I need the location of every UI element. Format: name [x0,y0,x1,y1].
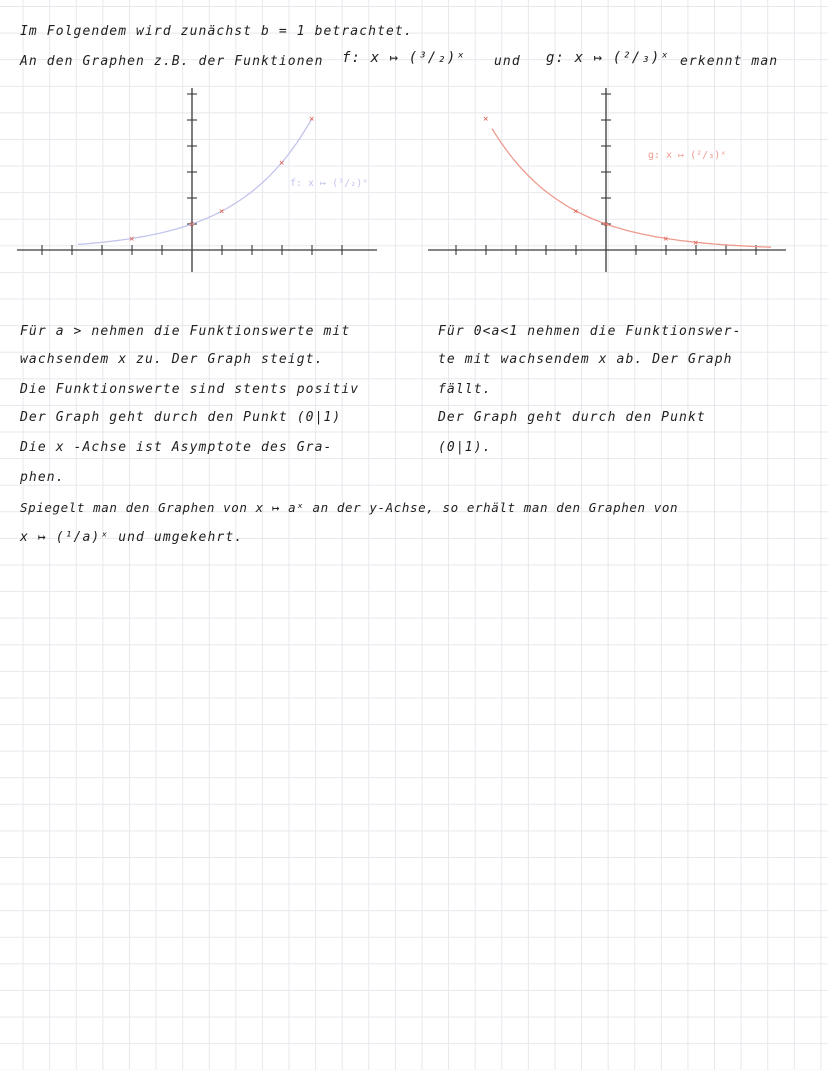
data-point-marker: × [573,207,579,217]
graph-g-chart [420,82,790,282]
inverse-rule-line: x ↦ (¹/a)ˣ und umgekehrt. [20,530,244,545]
functions-intro-line [20,54,324,69]
intro-line: Im Folgendem wird zunächst b = 1 betrachtet. [20,24,413,39]
right-line-3: fällt. [438,382,492,397]
data-point-marker: × [663,234,669,245]
continuation-line: phen. [20,470,65,485]
data-point-marker: × [279,158,285,169]
graph-g-label: g: x ↦ (²/₃)ˣ [648,150,727,161]
graph-f-markers [129,114,314,244]
data-point-marker: × [129,234,135,245]
data-point-marker: × [483,114,489,125]
graph-f-label: f: x ↦ (³/₂)ˣ [290,178,369,189]
left-line-1: Für a > nehmen die Funktionswerte mit [20,324,351,339]
functions-intro-end: erkennt man [680,54,779,69]
function-g-formula: g: x ↦ (²/₃)ˣ [546,50,670,66]
graph-f-chart [12,82,382,282]
left-line-5: Die x -Achse ist Asymptote des Gra- [20,440,333,455]
left-line-4: Der Graph geht durch den Punkt (0|1) [20,410,342,425]
data-point-marker: × [693,238,699,249]
conjunction-und: und [494,54,521,69]
graph-g-markers [483,114,698,248]
right-line-2: te mit wachsendem x ab. Der Graph [438,352,733,367]
right-line-4: Der Graph geht durch den Punkt [438,410,706,425]
data-point-marker: × [219,207,225,217]
left-line-3: Die Funktionswerte sind stents positiv [20,382,360,397]
data-point-marker: × [309,114,315,125]
mirror-rule-line: Spiegelt man den Graphen von x ↦ aˣ an der y-Achse, so erhält man den Graphen von [20,500,679,515]
functions-intro-text: An den Graphen z.B. der Funktionen [20,54,324,69]
graph-g-curve [492,129,771,248]
right-line-5: (0|1). [438,440,492,455]
graph-f-curve [78,118,312,244]
data-point-marker: × [189,220,195,230]
data-point-marker: × [603,220,609,230]
left-line-2: wachsendem x zu. Der Graph steigt. [20,352,324,367]
right-line-1: Für 0<a<1 nehmen die Funktionswer- [438,324,742,339]
function-f-formula: f: x ↦ (³/₂)ˣ [342,50,466,66]
